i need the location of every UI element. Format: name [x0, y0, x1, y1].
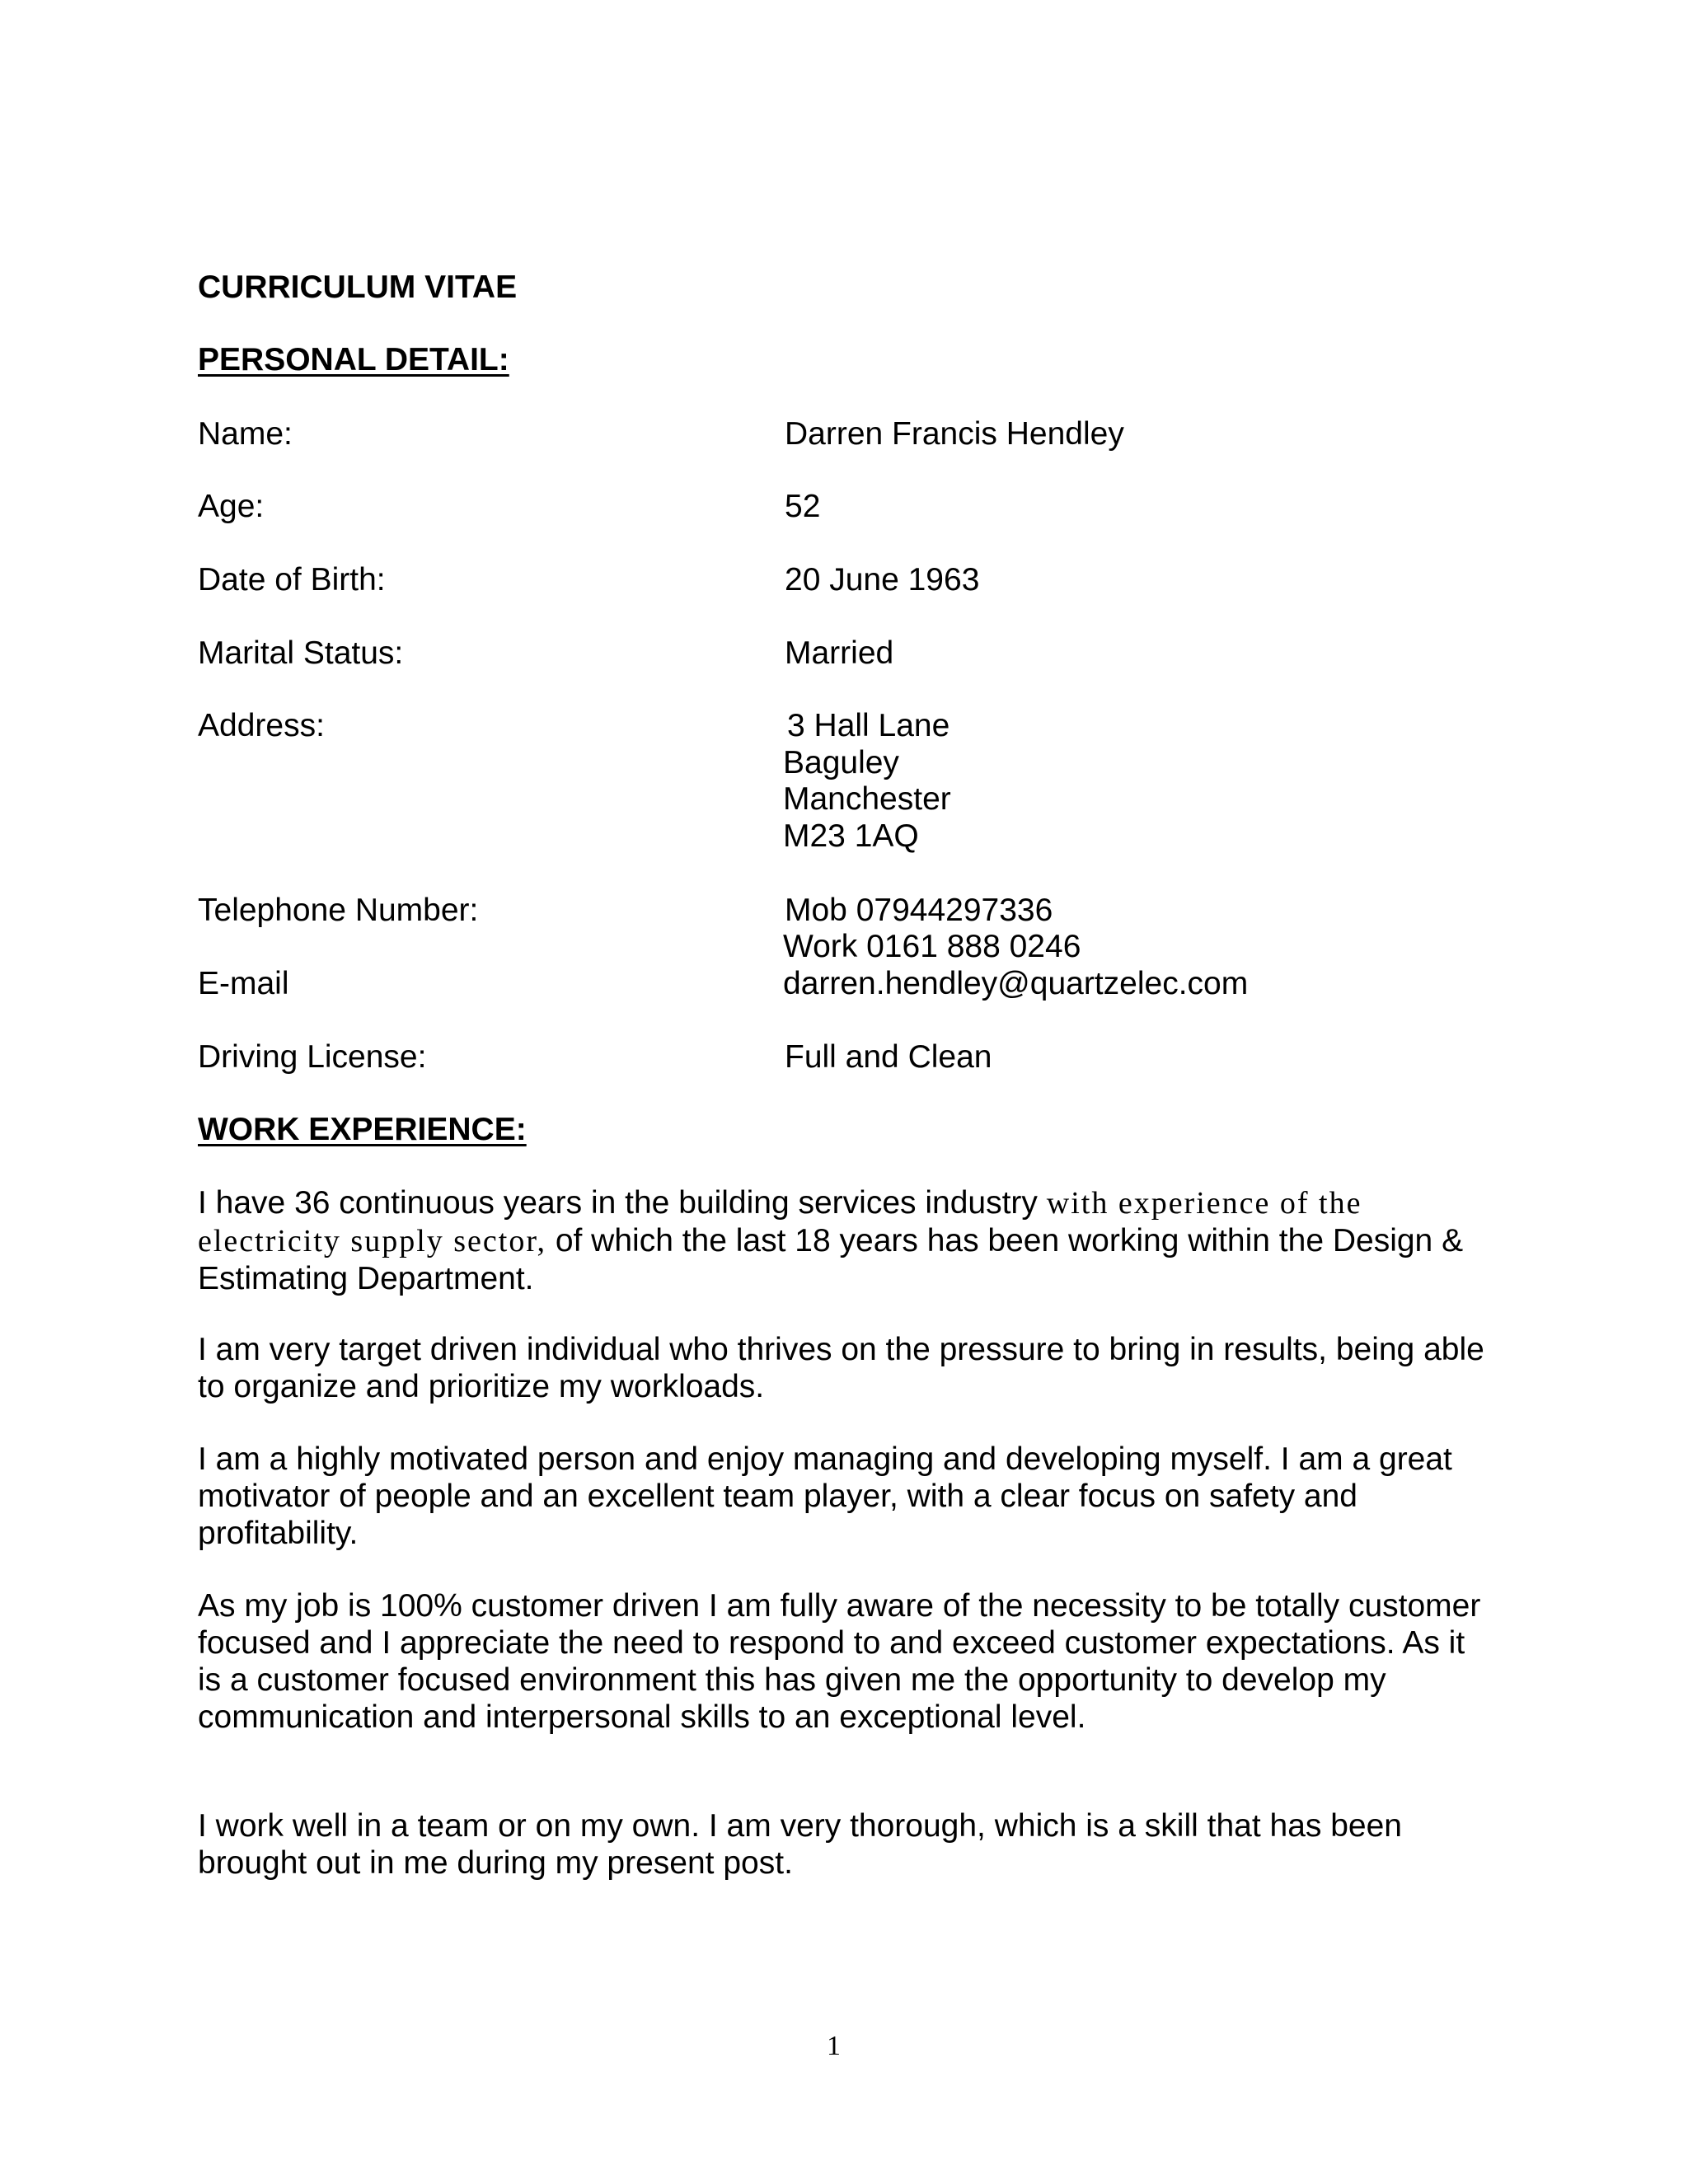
- work-paragraph-2: I am very target driven individual who thrives on the pressure to bring in results, being able to organize and prioritize my workloads.: [198, 1332, 1484, 1404]
- personal-detail-heading: PERSONAL DETAIL:: [198, 342, 509, 377]
- work-paragraph-4: As my job is 100% customer driven I am fully aware of the necessity to be totally customer focused and I appreciate the need to respond to and exceed customer expectations. As it is a customer focused environment this has given me the opportunity to develop my communication and interpersonal skills to an exceptional level.: [198, 1588, 1481, 1735]
- address-line: 3 Hall Lane: [787, 708, 950, 743]
- email-value: darren.hendley@quartzelec.com: [783, 966, 1249, 1001]
- address-label: Address:: [198, 708, 325, 743]
- address-line: Manchester: [783, 781, 951, 817]
- name-value: Darren Francis Hendley: [785, 416, 1124, 452]
- mobile-number: Mob 07944297336: [785, 893, 1053, 928]
- dob-value: 20 June 1963: [785, 562, 980, 598]
- age-value: 52: [785, 489, 821, 524]
- driving-license-value: Full and Clean: [785, 1039, 992, 1075]
- marital-status-value: Married: [785, 635, 894, 671]
- work-paragraph-1-serif: with experience of the electricity supply sector,: [198, 1186, 1362, 1258]
- email-label: E-mail: [198, 966, 289, 1001]
- telephone-label: Telephone Number:: [198, 893, 479, 928]
- document-title: CURRICULUM VITAE: [198, 269, 518, 305]
- work-paragraph-1: [198, 1184, 1492, 1297]
- work-experience-heading: WORK EXPERIENCE:: [198, 1112, 527, 1147]
- name-label: Name:: [198, 416, 293, 452]
- work-paragraph-5: I work well in a team or on my own. I am very thorough, which is a skill that has been brought out in me during my present post.: [198, 1808, 1402, 1881]
- address-line: M23 1AQ: [783, 818, 919, 854]
- age-label: Age:: [198, 489, 265, 524]
- work-paragraph-1-start: I have 36 continuous years in the building services industry: [198, 1185, 1038, 1221]
- page-number: 1: [827, 2031, 841, 2061]
- marital-status-label: Marital Status:: [198, 635, 404, 671]
- address-line: Baguley: [783, 745, 899, 780]
- work-paragraph-1-end: of which the last 18 years has been working within the Design & Estimating Department.: [198, 1223, 1464, 1296]
- work-paragraph-3: I am a highly motivated person and enjoy managing and developing myself. I am a great motivator of people and an excellent team player, with a clear focus on safety and profitability.: [198, 1441, 1452, 1551]
- dob-label: Date of Birth:: [198, 562, 386, 598]
- work-number: Work 0161 888 0246: [783, 929, 1081, 964]
- driving-license-label: Driving License:: [198, 1039, 427, 1075]
